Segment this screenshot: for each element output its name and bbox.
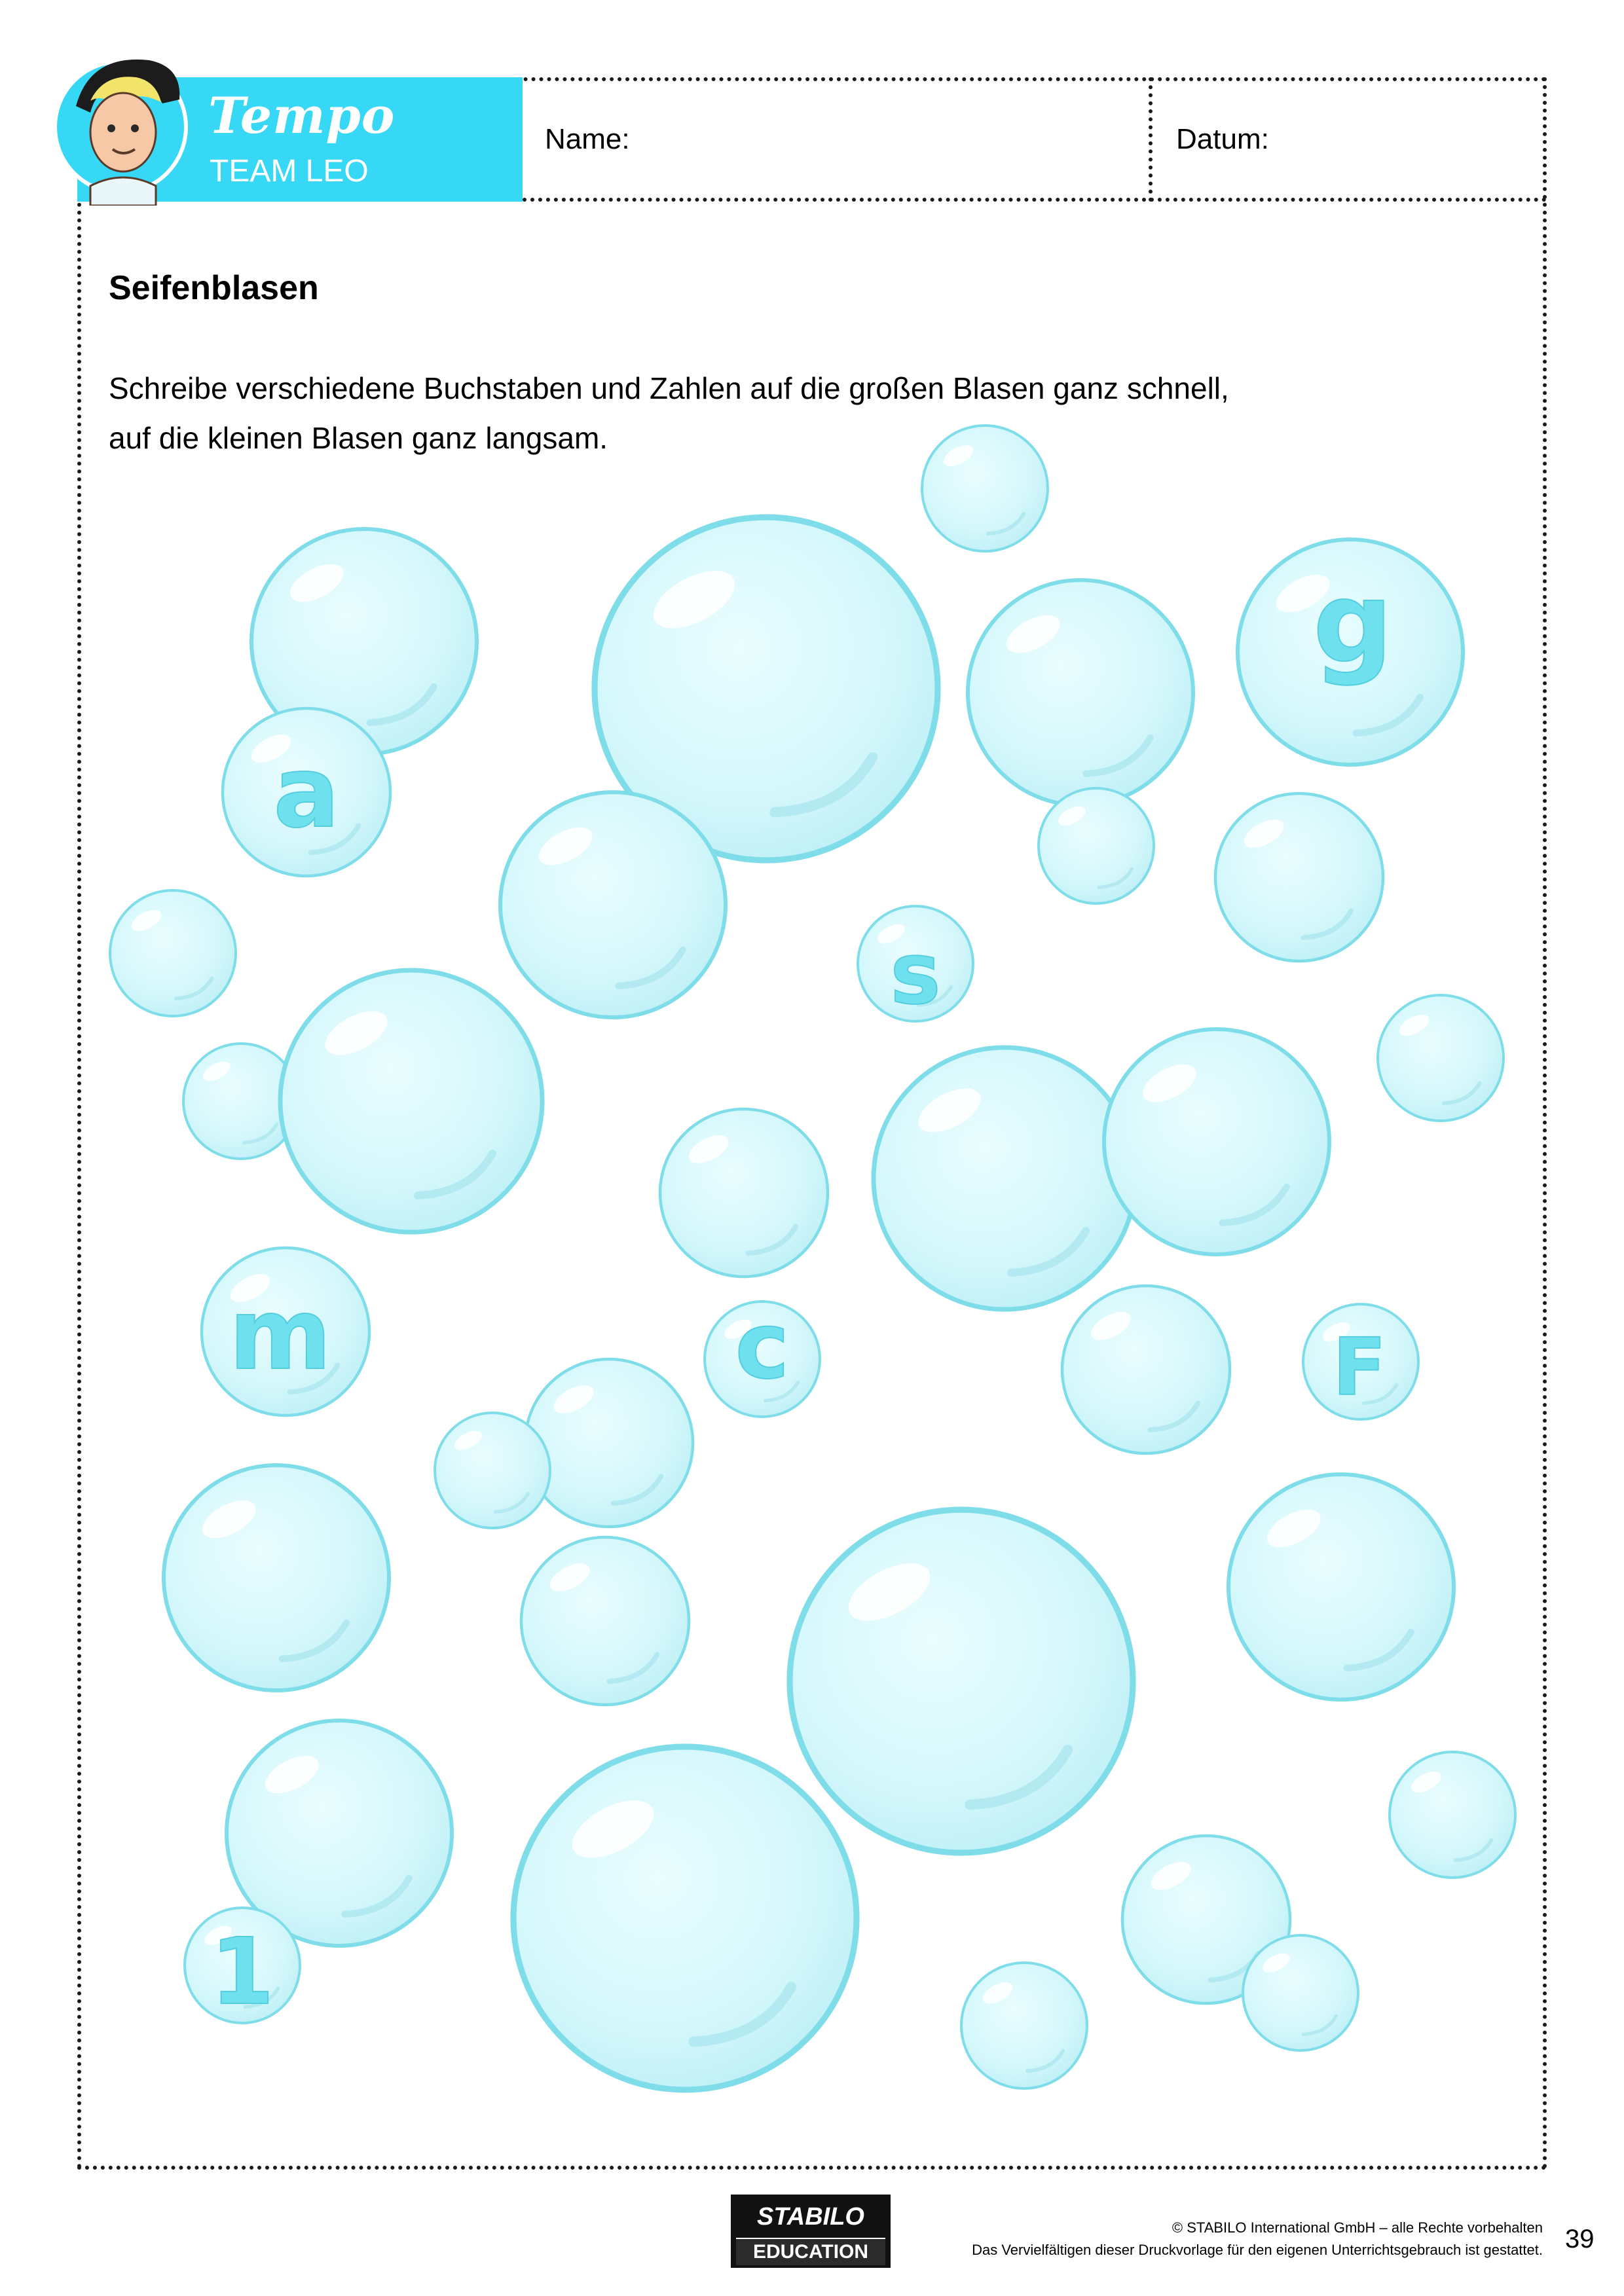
soap-bubble [521,1537,689,1705]
instruction-line-2: auf die kleinen Blasen ganz langsam. [109,421,608,455]
soap-bubble [1215,793,1383,961]
brand-title: Tempo [208,86,396,145]
bubble-letter-m: m [229,1278,332,1392]
soap-bubble [164,1465,389,1690]
instruction-line-1: Schreibe verschiedene Buchstaben und Zahlen auf die großen Blasen ganz schnell, [109,371,1229,405]
soap-bubble [525,1359,693,1527]
soap-bubble [922,426,1048,551]
logo-education-text: EDUCATION [736,2238,885,2265]
soap-bubble [1062,1286,1230,1453]
soap-bubble [500,792,726,1017]
page-number: 39 [1565,2225,1595,2253]
soap-bubble [280,970,542,1232]
brand-subtitle: TEAM LEO [210,154,369,189]
bubble-letter-c: c [735,1293,790,1400]
bubble-letter-a: a [273,736,340,850]
worksheet-heading: Seifenblasen [109,269,319,307]
stabilo-education-logo [731,2195,891,2268]
soap-bubble [961,1963,1087,2088]
bubble-letter-1: 1 [210,1919,274,2026]
soap-bubble [874,1048,1135,1309]
soap-bubble [1390,1752,1515,1878]
bubble-letter-s: s [890,924,941,1023]
soap-bubble [1104,1029,1329,1254]
soap-bubble [1039,788,1154,903]
soap-bubble [435,1413,550,1528]
soap-bubble [660,1109,828,1277]
soap-bubble [790,1510,1133,1853]
soap-bubble [1228,1474,1454,1700]
name-field-label: Name: [545,123,630,155]
soap-bubble [1378,995,1504,1121]
bubble-letter-g: g [1313,558,1393,688]
soap-bubble [968,580,1193,805]
bubble-letter-f: F [1333,1322,1386,1413]
soap-bubble [513,1747,857,2090]
copyright-line-1: © STABILO International GmbH – alle Rechte vorbehalten [1172,2219,1543,2236]
copyright-line-2: Das Vervielfältigen dieser Druckvorlage für den eigenen Unterrichtsgebrauch ist gestattet. [972,2242,1543,2258]
logo-brand-text: STABILO [757,2203,864,2231]
date-field-label: Datum: [1176,123,1269,155]
soap-bubble [110,890,236,1016]
soap-bubble [1243,1935,1358,2050]
